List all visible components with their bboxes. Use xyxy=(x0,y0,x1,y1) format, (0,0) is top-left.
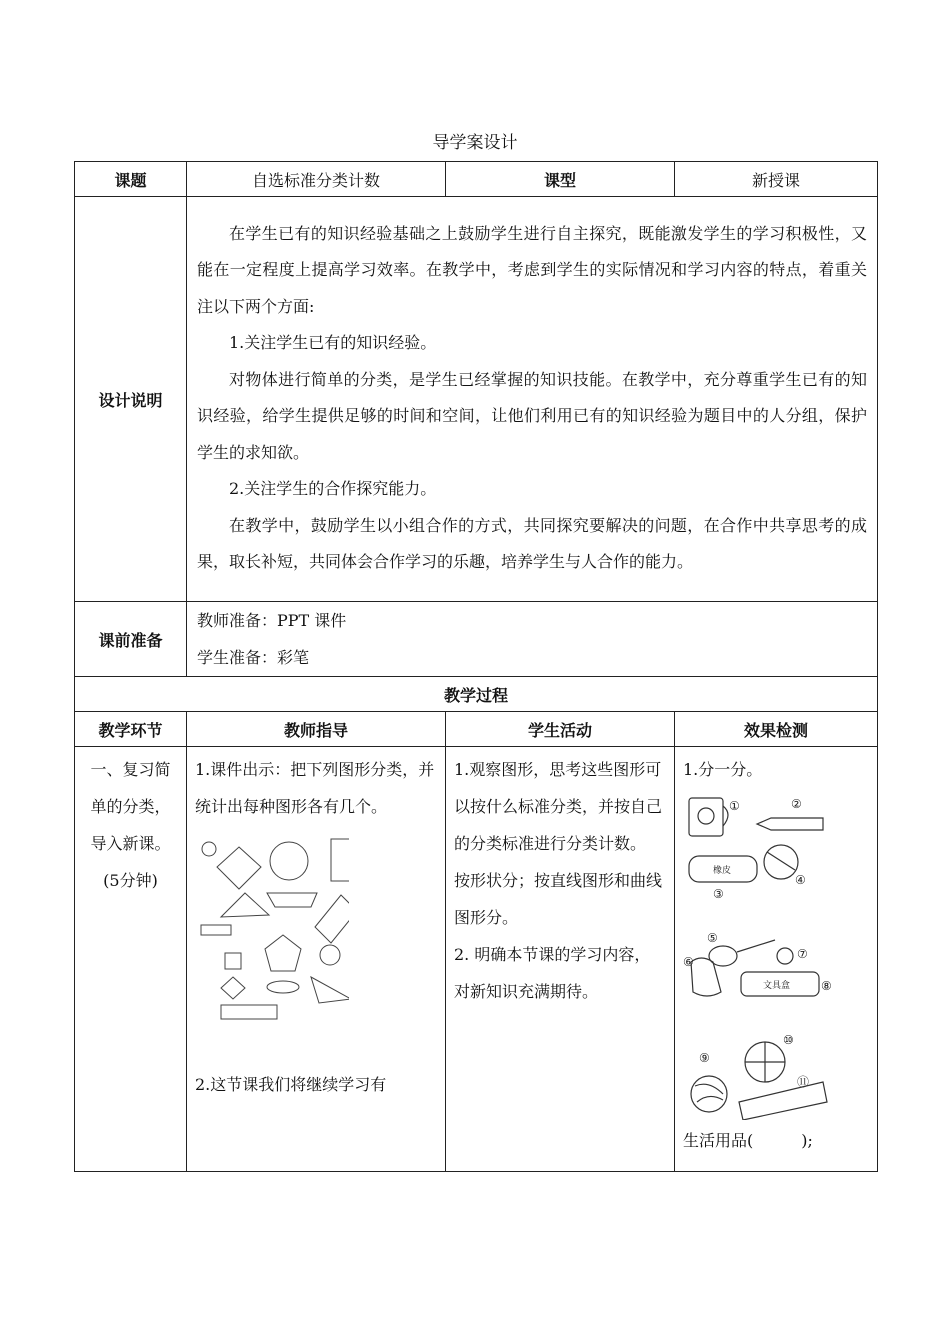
design-label: 设计说明 xyxy=(75,197,187,602)
eraser-label: 橡皮 xyxy=(713,866,732,876)
student-activity-3: 2. 明确本节课的学习内容，对新知识充满期待。 xyxy=(454,945,651,1001)
effect-check-cell xyxy=(675,747,878,1172)
type-label: 课型 xyxy=(446,162,675,197)
triangle-shape xyxy=(221,893,269,917)
geometric-shapes-figure xyxy=(199,837,349,1032)
lesson-plan-table xyxy=(74,161,878,1172)
col-header-check: 效果检测 xyxy=(675,712,878,747)
paddle-icon xyxy=(764,845,798,879)
label-11: ⑪ xyxy=(797,1075,810,1089)
student-activity-1: 1.观察图形，思考这些图形可以按什么标准分类，并按自己的分类标准进行分类计数。 xyxy=(454,760,663,853)
mug-icon xyxy=(689,798,723,836)
student-activity-cell xyxy=(446,747,675,1172)
stage-cell xyxy=(75,747,187,1172)
small-square xyxy=(225,953,241,969)
medium-circle xyxy=(320,945,340,965)
yarn-icon xyxy=(691,1076,727,1112)
label-2: ② xyxy=(791,797,802,811)
label-3: ③ xyxy=(713,887,724,901)
col-header-teacher: 教师指导 xyxy=(187,712,446,747)
label-9: ⑨ xyxy=(699,1051,710,1065)
teacher-step-2: 2.这节课我们将继续学习有 xyxy=(195,1075,387,1094)
prep-label: 课前准备 xyxy=(75,602,187,677)
long-triangle xyxy=(311,977,349,1003)
topic-label: 课题 xyxy=(75,162,187,197)
label-7: ⑦ xyxy=(797,947,808,961)
check-task-1: 1.分一分。 xyxy=(683,760,763,779)
design-paragraph: 2.关注学生的合作探究能力。 xyxy=(229,479,437,498)
design-paragraph: 在教学中，鼓励学生以小组合作的方式，共同探究要解决的问题，在合作中共享思考的成果，取长补短，共同体会合作学习的乐趣，培养学生与人合作的能力。 xyxy=(197,515,867,571)
label-8: ⑧ xyxy=(821,979,832,993)
label-6: ⑥ xyxy=(683,955,694,969)
scarf-icon xyxy=(691,958,721,996)
tall-rectangle xyxy=(331,839,349,881)
pencil-case-label: 文具盒 xyxy=(763,981,791,991)
pencil-icon xyxy=(757,818,823,830)
diamond-shape xyxy=(217,847,261,889)
process-title: 教学过程 xyxy=(75,677,878,712)
ruler-icon xyxy=(739,1082,827,1120)
teacher-step-1: 1.课件出示：把下列图形分类，并统计出每种图形各有几个。 xyxy=(195,760,435,816)
design-description xyxy=(187,197,878,602)
prep-content xyxy=(187,602,878,677)
label-5: ⑤ xyxy=(707,931,718,945)
design-paragraph: 1.关注学生已有的知识经验。 xyxy=(229,333,437,352)
student-prep: 学生准备：彩笔 xyxy=(197,648,310,667)
col-header-stage: 教学环节 xyxy=(75,712,187,747)
teacher-guide-cell xyxy=(187,747,446,1172)
stage-text: 一、复习简单的分类，导入新课。(5分钟) xyxy=(90,760,171,890)
label-10: ⑩ xyxy=(783,1033,794,1047)
ball-icon xyxy=(777,948,793,964)
wide-rectangle xyxy=(201,925,231,935)
design-paragraph: 对物体进行简单的分类，是学生已经掌握的知识技能。在教学中，充分尊重学生已有的知识经验，给学生提供足够的时间和空间，让他们利用已有的知识经验为题目中的人分组，保护学生的求知欲。 xyxy=(197,369,867,462)
oval-shape xyxy=(267,981,299,993)
large-circle xyxy=(270,842,308,880)
design-paragraph: 在学生已有的知识经验基础之上鼓励学生进行自主探究，既能激发学生的学习积极性，又能在一定程度上提高学习效率。在教学中，考虑到学生的实际情况和学习内容的特点，着重关注以下两个方面: xyxy=(197,223,867,316)
document-title: 导学案设计 xyxy=(432,133,518,153)
pentagon-shape xyxy=(265,935,301,971)
small-circle xyxy=(202,842,216,856)
trapezoid-shape xyxy=(267,893,317,907)
long-rectangle xyxy=(221,1005,277,1019)
topic-value: 自选标准分类计数 xyxy=(187,162,446,197)
col-header-student: 学生活动 xyxy=(446,712,675,747)
objects-figure xyxy=(683,790,833,1120)
label-1: ① xyxy=(729,799,740,813)
teacher-prep: 教师准备：PPT 课件 xyxy=(197,611,347,630)
student-activity-2: 按形状分；按直线图形和曲线图形分。 xyxy=(454,871,663,927)
slanted-rectangle xyxy=(315,895,349,943)
small-diamond xyxy=(221,977,245,999)
label-4: ④ xyxy=(795,873,806,887)
type-value: 新授课 xyxy=(675,162,878,197)
check-daily-items: 生活用品( ); xyxy=(683,1131,813,1150)
